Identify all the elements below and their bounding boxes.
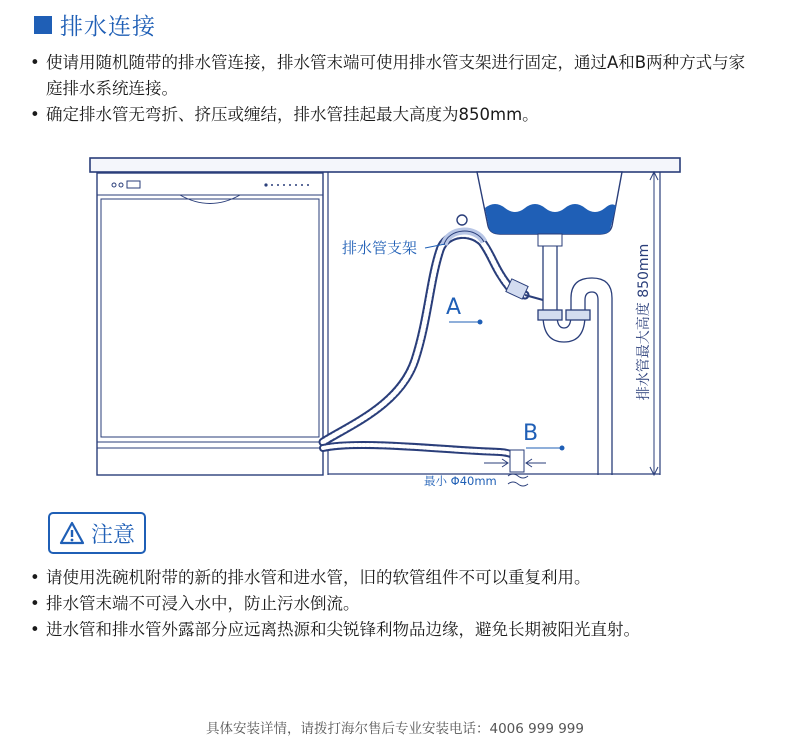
footer-hotline: 具体安装详情，请拨打海尔售后专业安装电话：4006 999 999 — [206, 721, 584, 737]
label-a: A — [446, 295, 462, 320]
sink-trap-pipe — [538, 246, 612, 475]
section-title — [34, 8, 156, 41]
dishwasher — [97, 173, 323, 475]
note-bullet: • 排水管末端不可浸入水中，防止污水倒流。 — [30, 591, 750, 617]
max-height-label: 排水管最大高度 850mm — [636, 243, 652, 401]
section-title-text: 排水连接 — [60, 14, 156, 40]
notice-label: 注意 — [90, 522, 135, 548]
countertop — [90, 158, 680, 172]
note-bullet: • 进水管和排水管外露部分应远离热源和尖锐锋利物品边缘，避免长期被阳光直射。 — [30, 617, 750, 643]
title-square-icon — [34, 16, 52, 34]
label-b-dot — [560, 446, 565, 451]
warning-triangle-icon — [59, 521, 85, 545]
note-bullet: • 请使用洗碗机附带的新的排水管和进水管，旧的软管组件不可以重复利用。 — [30, 565, 750, 591]
min-diameter-label: 最小 Φ40mm — [424, 474, 497, 488]
intro-bullet: • 确定排水管无弯折、挤压或缠结，排水管挂起最大高度为850mm。 — [30, 102, 750, 128]
bracket-label: 排水管支架 — [342, 239, 418, 257]
intro-bullet: • 使请用随机随带的排水管连接，排水管末端可使用排水管支架进行固定，通过A和B两种方式与家庭排水系统连接。 — [30, 50, 750, 102]
drain-hose-a — [323, 234, 543, 442]
label-b: B — [523, 421, 539, 446]
intro-bullet-list — [30, 50, 750, 128]
drain-connection-diagram — [0, 150, 790, 500]
notice-badge — [48, 512, 146, 554]
notes-bullet-list — [30, 565, 750, 643]
label-a-dot — [478, 320, 483, 325]
sink-basin — [477, 172, 622, 246]
